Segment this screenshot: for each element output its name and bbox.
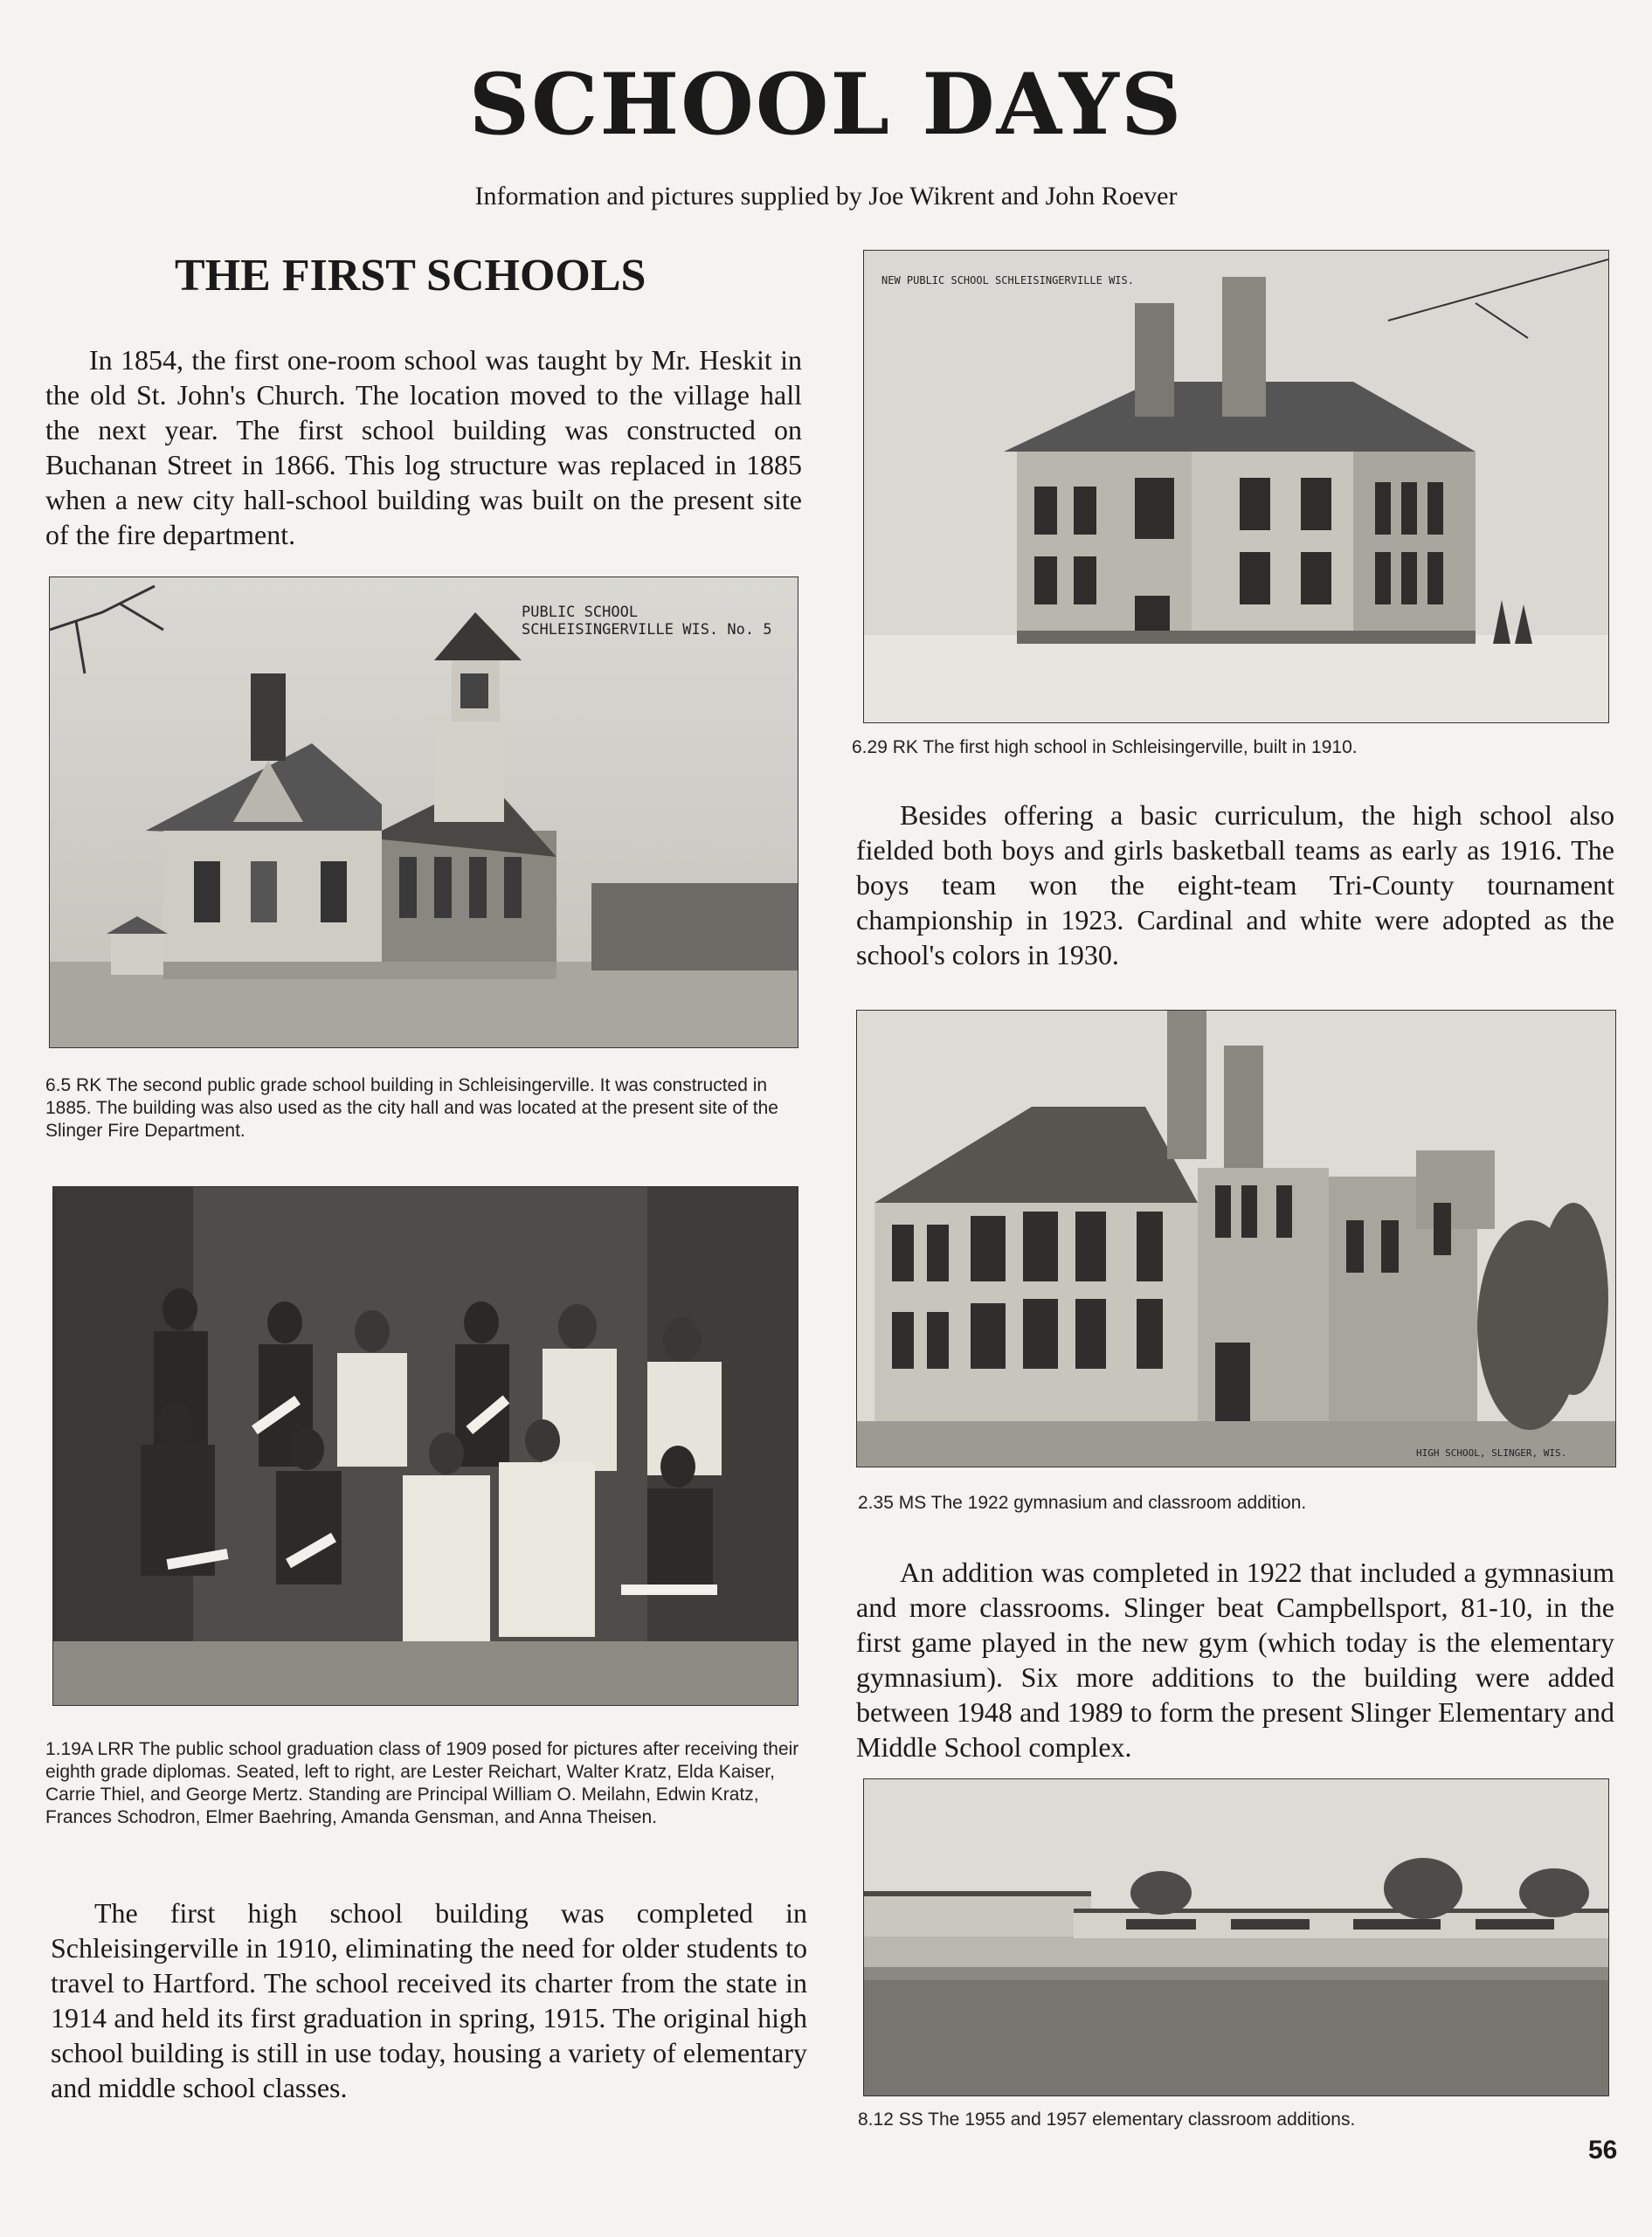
gym-addition-caption: 2.35 MS The 1922 gymnasium and classroom addition. [858,1493,1307,1513]
intro-paragraph-text: In 1854, the first one-room school was taught by Mr. Heskit in the old St. John's Church. The location moved to the village hall the next year. The first school building was constructed on Buchanan Street in 1866. This log structure was replaced in 1885 when a new city hall-school building was built on the present site of the fire department. [45,344,802,550]
basketball-paragraph [856,797,1614,972]
elementary-additions-caption: 8.12 SS The 1955 and 1957 elementary classroom additions. [858,2109,1356,2130]
postcard-inscription-line1: PUBLIC SCHOOL [522,604,639,621]
high-school-paragraph-text: The first high school building was completed in Schleisingerville in 1910, eliminating the need for older students to travel to Hartford. The school received its charter from the state in 1914 and held its first graduation in spring, 1915. The original high school building is still in use today, housing a variety of elementary and middle school classes. [51,1897,807,2103]
page-number: 56 [1588,2136,1618,2165]
gym-paragraph-text: An addition was completed in 1922 that included a gymnasium and more classrooms. Slinger beat Campbellsport, 81-10, in the first game played in the new gym (which today is the elementary gymnasium). Six more additions to the building were added between 1948 and 1989 to form the present Slinger Elementary and Middle School complex. [856,1557,1614,1763]
second-school-caption: 6.5 RK The second public grade school building in Schleisingerville. It was constructed in 1885. The building was also used as the city hall and was located at the present site of the Slinger Fire Department. [45,1075,778,1141]
high-school-1910-caption: 6.29 RK The first high school in Schleisingerville, built in 1910. [852,737,1358,757]
postcard-inscription: HIGH SCHOOL, SLINGER, WIS. [1416,1447,1567,1459]
class-1909-caption: 1.19A LRR The public school graduation class of 1909 posed for pictures after receiving their eighth grade diplomas. Seated, left to right, are Lester Reichart, Walter Kratz, Elda Kaiser, Carrie Thiel, and George Mertz. Standing are Principal William O. Meilahn, Edwin Kratz, Frances Schodron, Elmer Baehring, Amanda Gensman, and Anna Theisen. [45,1739,799,1827]
high-school-paragraph [51,1895,807,2105]
section-heading: THE FIRST SCHOOLS [175,251,646,300]
page-subtitle: Information and pictures supplied by Joe Wikrent and John Roever [474,182,1178,211]
second-school-photo [49,577,798,1048]
page-title: SCHOOL DAYS [468,55,1184,154]
high-school-1910-photo [863,250,1609,723]
basketball-paragraph-text: Besides offering a basic curriculum, the high school also fielded both boys and girls basketball teams as early as 1916. The boys team won the eight-team Tri-County tournament championship in 1923. Cardinal and white were adopted as the school's colors in 1930. [856,799,1614,970]
elementary-additions-photo [863,1778,1609,2096]
postcard-inscription-line2: SCHLEISINGERVILLE WIS. No. 5 [522,621,772,639]
postcard-inscription: NEW PUBLIC SCHOOL SCHLEISINGERVILLE WIS. [881,274,1134,287]
gym-paragraph [856,1555,1614,1764]
intro-paragraph [45,342,802,552]
class-1909-photo [52,1186,798,1706]
gym-addition-photo [856,1010,1616,1467]
